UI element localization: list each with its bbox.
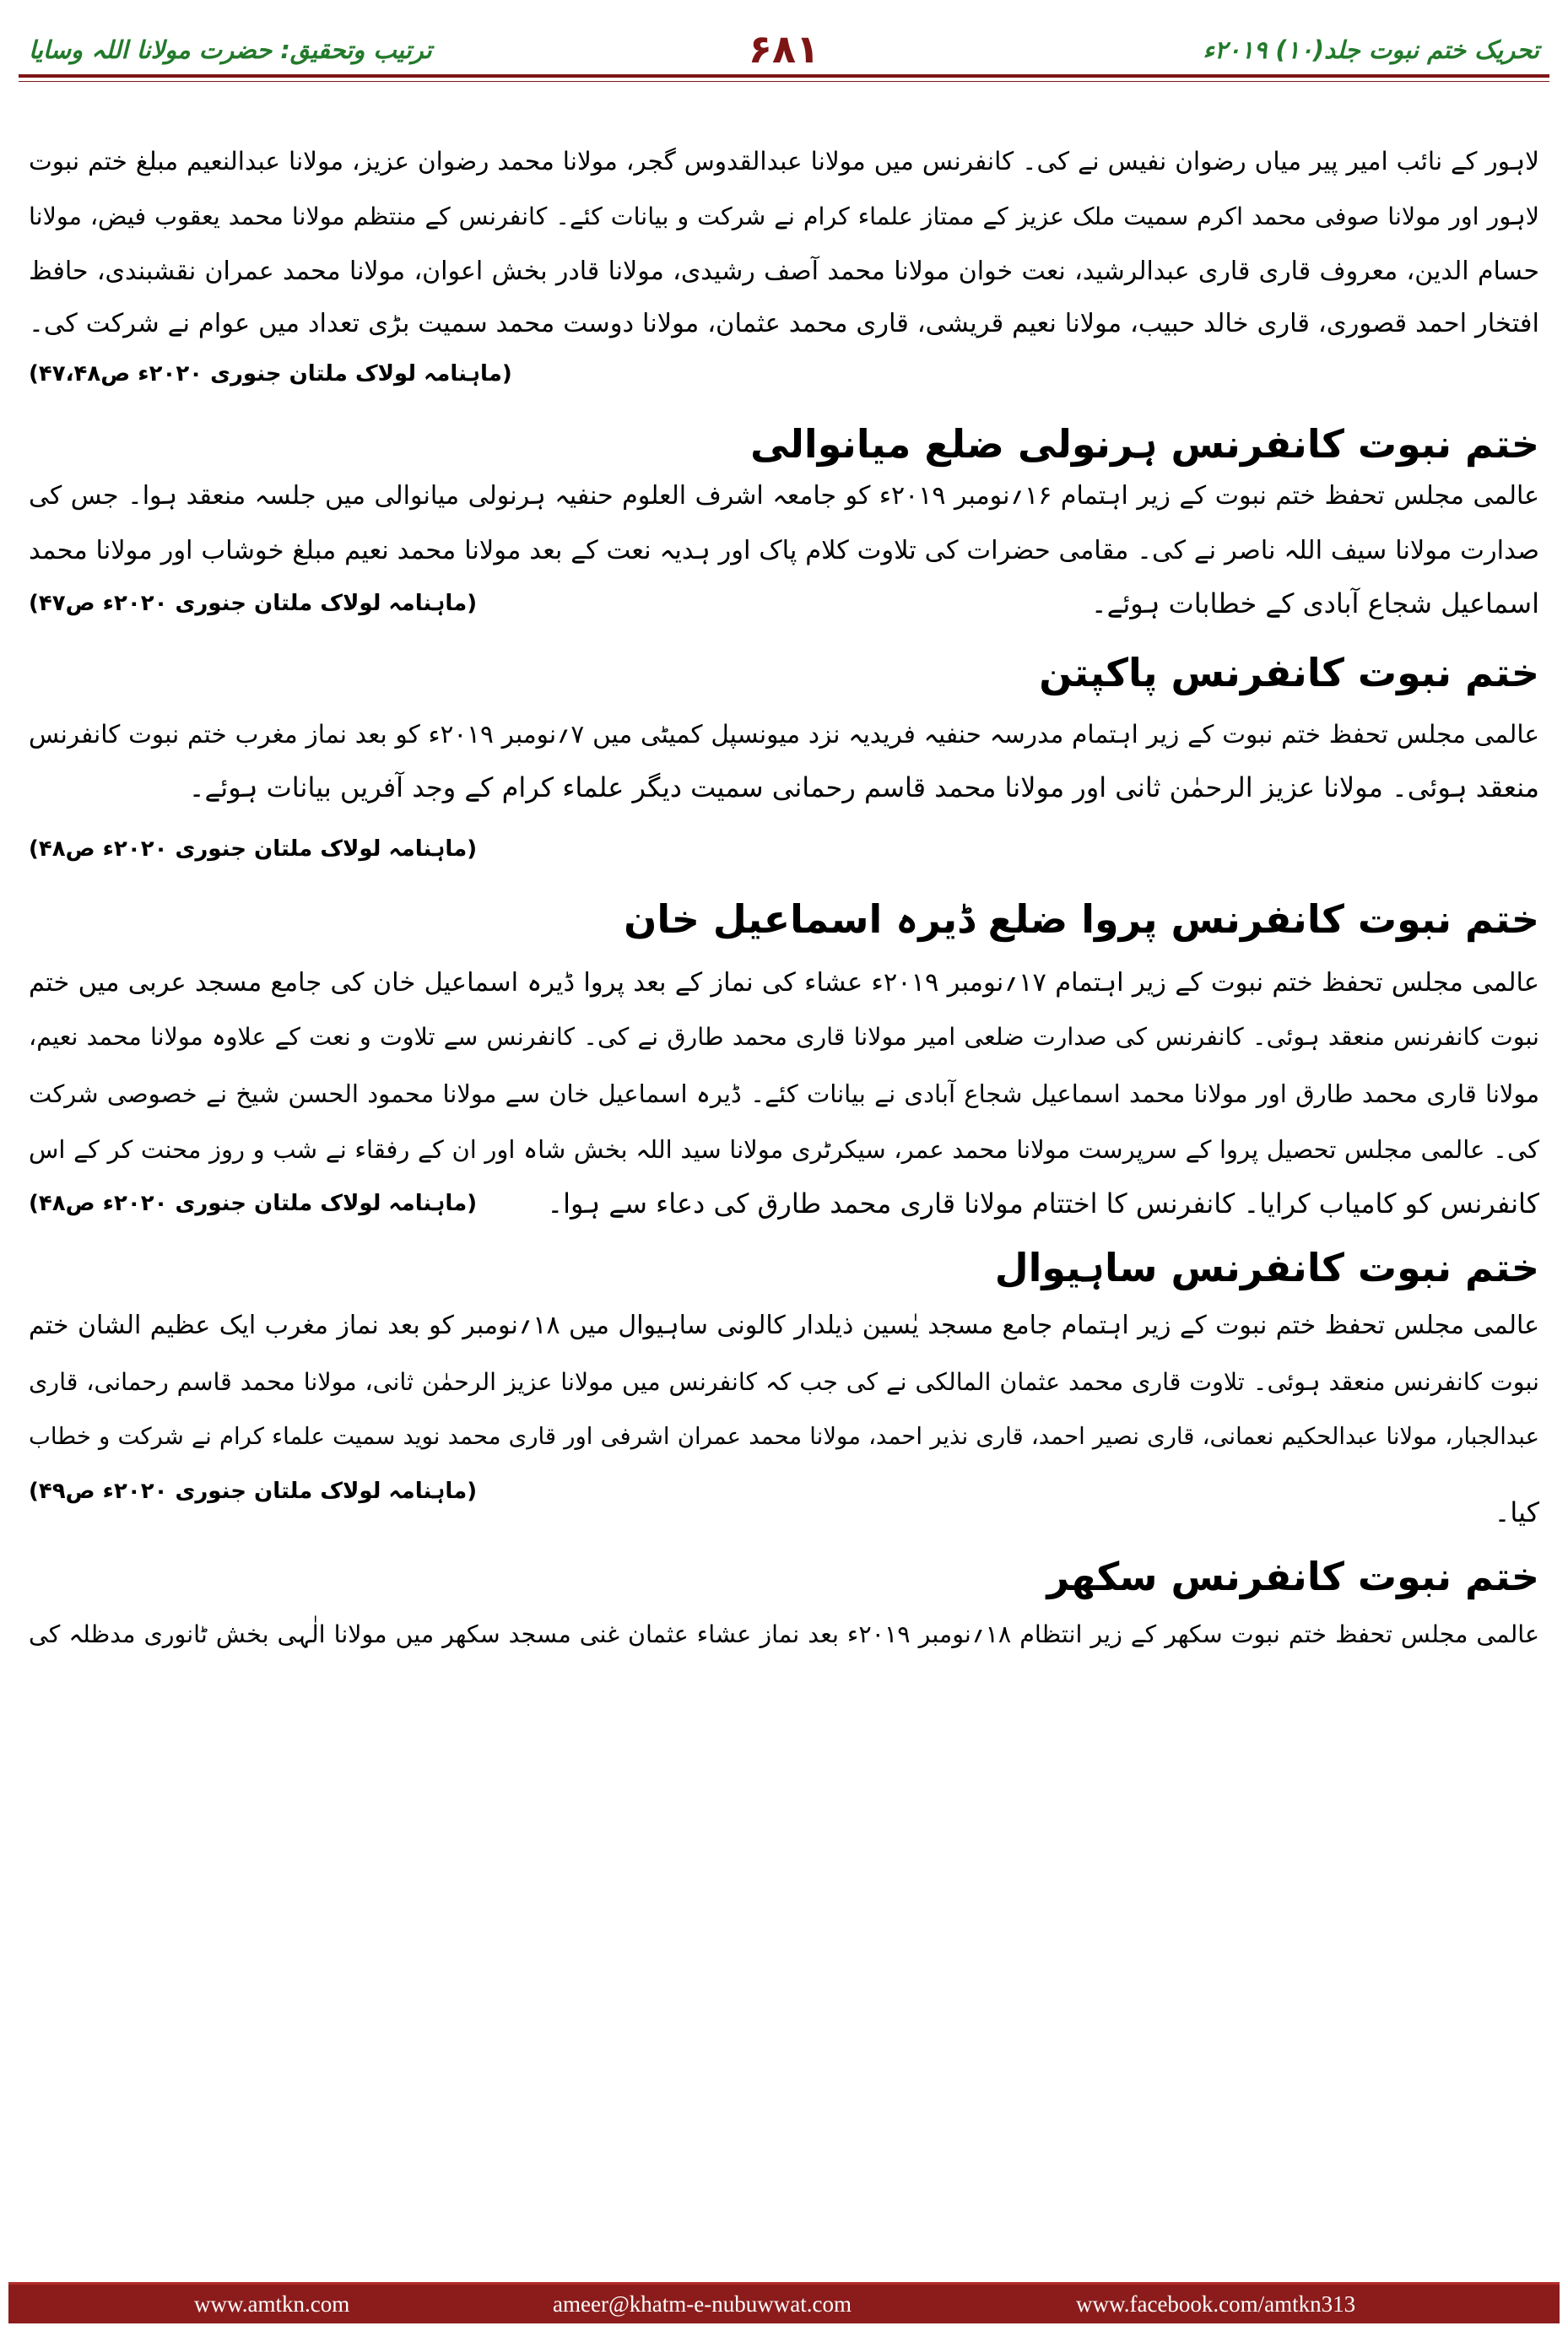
section-heading: ختم نبوت کانفرنس پاکپتن	[1039, 650, 1539, 695]
body-line: عالمی مجلس تحفظ ختم نبوت کے زیر اہتمام ۱۶؍نومبر ۲۰۱۹ء کو جامعہ اشرف العلوم حنفیہ ہرنولی میانوالی میں جلسہ منعقد ہوا۔ جس کی	[29, 481, 1540, 511]
line-with-citation	[29, 1176, 1539, 1230]
source-citation: (ماہنامہ لولاک ملتان جنوری ۲۰۲۰ء ص۴۷)	[29, 591, 478, 616]
body-line: کی۔ عالمی مجلس تحصیل پروا کے سرپرست مولانا محمد عمر، سیکرٹری مولانا سید اللہ بخش شاہ اور ان کے رفقاء نے شب و روز محنت کر کے اس	[29, 1135, 1539, 1164]
body-line: لاہور اور مولانا صوفی محمد اکرم سمیت ملک عزیز کے ممتاز علماء کرام نے شرکت و بیانات کئے۔ کانفرنس کے منتظم مولانا محمد یعقوب فیض، مولانا	[29, 203, 1539, 230]
footer-bar	[8, 2282, 1560, 2323]
line-with-citation	[29, 1475, 1539, 1529]
body-line: عالمی مجلس تحفظ ختم نبوت کے زیر اہتمام ۱۷؍نومبر ۲۰۱۹ء عشاء کی نماز کے بعد پروا ڈیرہ اسماعیل خان کی جامع مسجد عربی میں ختم	[29, 968, 1540, 998]
compiler-credit: ترتیب وتحقیق: حضرت مولانا اللہ وسایا	[29, 35, 432, 64]
body-line: عالمی مجلس تحفظ ختم نبوت کے زیر اہتمام جامع مسجد یٰسین ذیلدار کالونی ساہیوال میں ۱۸؍نومبر کو بعد نماز مغرب ایک عظیم الشان ختم	[29, 1311, 1540, 1340]
line-with-citation	[29, 576, 1539, 630]
footer-facebook: www.facebook.com/amtkn313	[1076, 2291, 1356, 2317]
body-line: اسماعیل شجاع آبادی کے خطابات ہوئے۔	[1090, 587, 1539, 619]
body-line: عالمی مجلس تحفظ ختم نبوت کے زیر اہتمام مدرسہ حنفیہ فریدیہ نزد میونسپل کمیٹی میں ۷؍نومبر ۲۰۱۹ء کو بعد نماز مغرب ختم نبوت کانفرنس	[29, 720, 1539, 749]
footer-website: www.amtkn.com	[194, 2291, 350, 2317]
header-rule-thin	[19, 81, 1549, 82]
body-line: عبدالجبار، مولانا عبدالحکیم نعمانی، قاری نصیر احمد، قاری نذیر احمد، مولانا محمد عمران اشرفی اور قاری محمد نوید سمیت علماء کرام نے شرکت و خطاب	[29, 1423, 1539, 1450]
header-rule	[19, 74, 1549, 78]
body-line: نبوت کانفرنس منعقد ہوئی۔ کانفرنس کی صدارت ضلعی امیر مولانا قاری محمد طارق نے کی۔ کانفرنس سے تلاوت و نعت کے علاوہ مولانا محمد نعیم،	[29, 1023, 1539, 1051]
source-citation: (ماہنامہ لولاک ملتان جنوری ۲۰۲۰ء ص۴۸)	[29, 836, 478, 862]
body-line: عالمی مجلس تحفظ ختم نبوت سکھر کے زیر انتظام ۱۸؍نومبر ۲۰۱۹ء بعد نماز عشاء عثمان غنی مسجد سکھر میں مولانا الٰہی بخش ٹانوری مدظلہ کی	[29, 1620, 1539, 1648]
body-line: کانفرنس کو کامیاب کرایا۔ کانفرنس کا اختتام مولانا قاری محمد طارق کی دعاء سے ہوا۔	[547, 1187, 1539, 1220]
section-heading: ختم نبوت کانفرنس سکھر	[1046, 1554, 1539, 1599]
source-citation: (ماہنامہ لولاک ملتان جنوری ۲۰۲۰ء ص۴۷،۴۸)	[29, 361, 512, 387]
section-heading: ختم نبوت کانفرنس ہرنولی ضلع میانوالی	[750, 421, 1539, 467]
footer-email: ameer@khatm-e-nubuwwat.com	[553, 2291, 852, 2317]
body-line: حسام الدین، معروف قاری قاری عبدالرشید، نعت خوان مولانا محمد آصف رشیدی، مولانا قادر بخش اعوان، مولانا محمد عمران نقشبندی، حافظ	[29, 257, 1539, 286]
body-line: نبوت کانفرنس منعقد ہوئی۔ تلاوت قاری محمد عثمان المالکی نے کی جب کہ کانفرنس میں مولانا عزیز الرحمٰن ثانی، مولانا محمد قاسم رحمانی، قاری	[29, 1368, 1539, 1396]
source-citation: (ماہنامہ لولاک ملتان جنوری ۲۰۲۰ء ص۴۸)	[29, 1191, 478, 1216]
body-line: کیا۔	[1494, 1496, 1539, 1528]
body-line: صدارت مولانا سیف اللہ ناصر نے کی۔ مقامی حضرات کی تلاوت کلام پاک اور ہدیہ نعت کے بعد مولانا محمد نعیم مبلغ خوشاب اور مولانا محمد	[29, 536, 1539, 565]
section-heading: ختم نبوت کانفرنس ساہیوال	[994, 1245, 1539, 1290]
body-line: لاہور کے نائب امیر پیر میاں رضوان نفیس نے کی۔ کانفرنس میں مولانا عبدالقدوس گجر، مولانا محمد رضوان عزیز، مولانا عبدالنعیم مبلغ ختم نبوت	[29, 147, 1539, 176]
running-title: تحریک ختم نبوت جلد(۱۰) ۲۰۱۹ء	[1203, 35, 1539, 64]
body-line: مولانا قاری محمد طارق اور مولانا محمد اسماعیل شجاع آبادی نے بیانات کئے۔ ڈیرہ اسماعیل خان سے مولانا محمود الحسن شیخ نے خصوصی شرکت	[29, 1079, 1539, 1108]
body-line: منعقد ہوئی۔ مولانا عزیز الرحمٰن ثانی اور مولانا محمد قاسم رحمانی سمیت دیگر علماء کرام کے وجد آفریں بیانات ہوئے۔	[188, 771, 1539, 803]
page-number: ۶۸۱	[748, 26, 820, 72]
section-heading: ختم نبوت کانفرنس پروا ضلع ڈیرہ اسماعیل خان	[624, 896, 1539, 942]
source-citation: (ماہنامہ لولاک ملتان جنوری ۲۰۲۰ء ص۴۹)	[29, 1479, 478, 1504]
body-line: افتخار احمد قصوری، قاری خالد حبیب، مولانا نعیم قریشی، قاری محمد عثمان، مولانا دوست محمد سمیت بڑی تعداد میں عوام نے شرکت کی۔	[29, 309, 1539, 338]
